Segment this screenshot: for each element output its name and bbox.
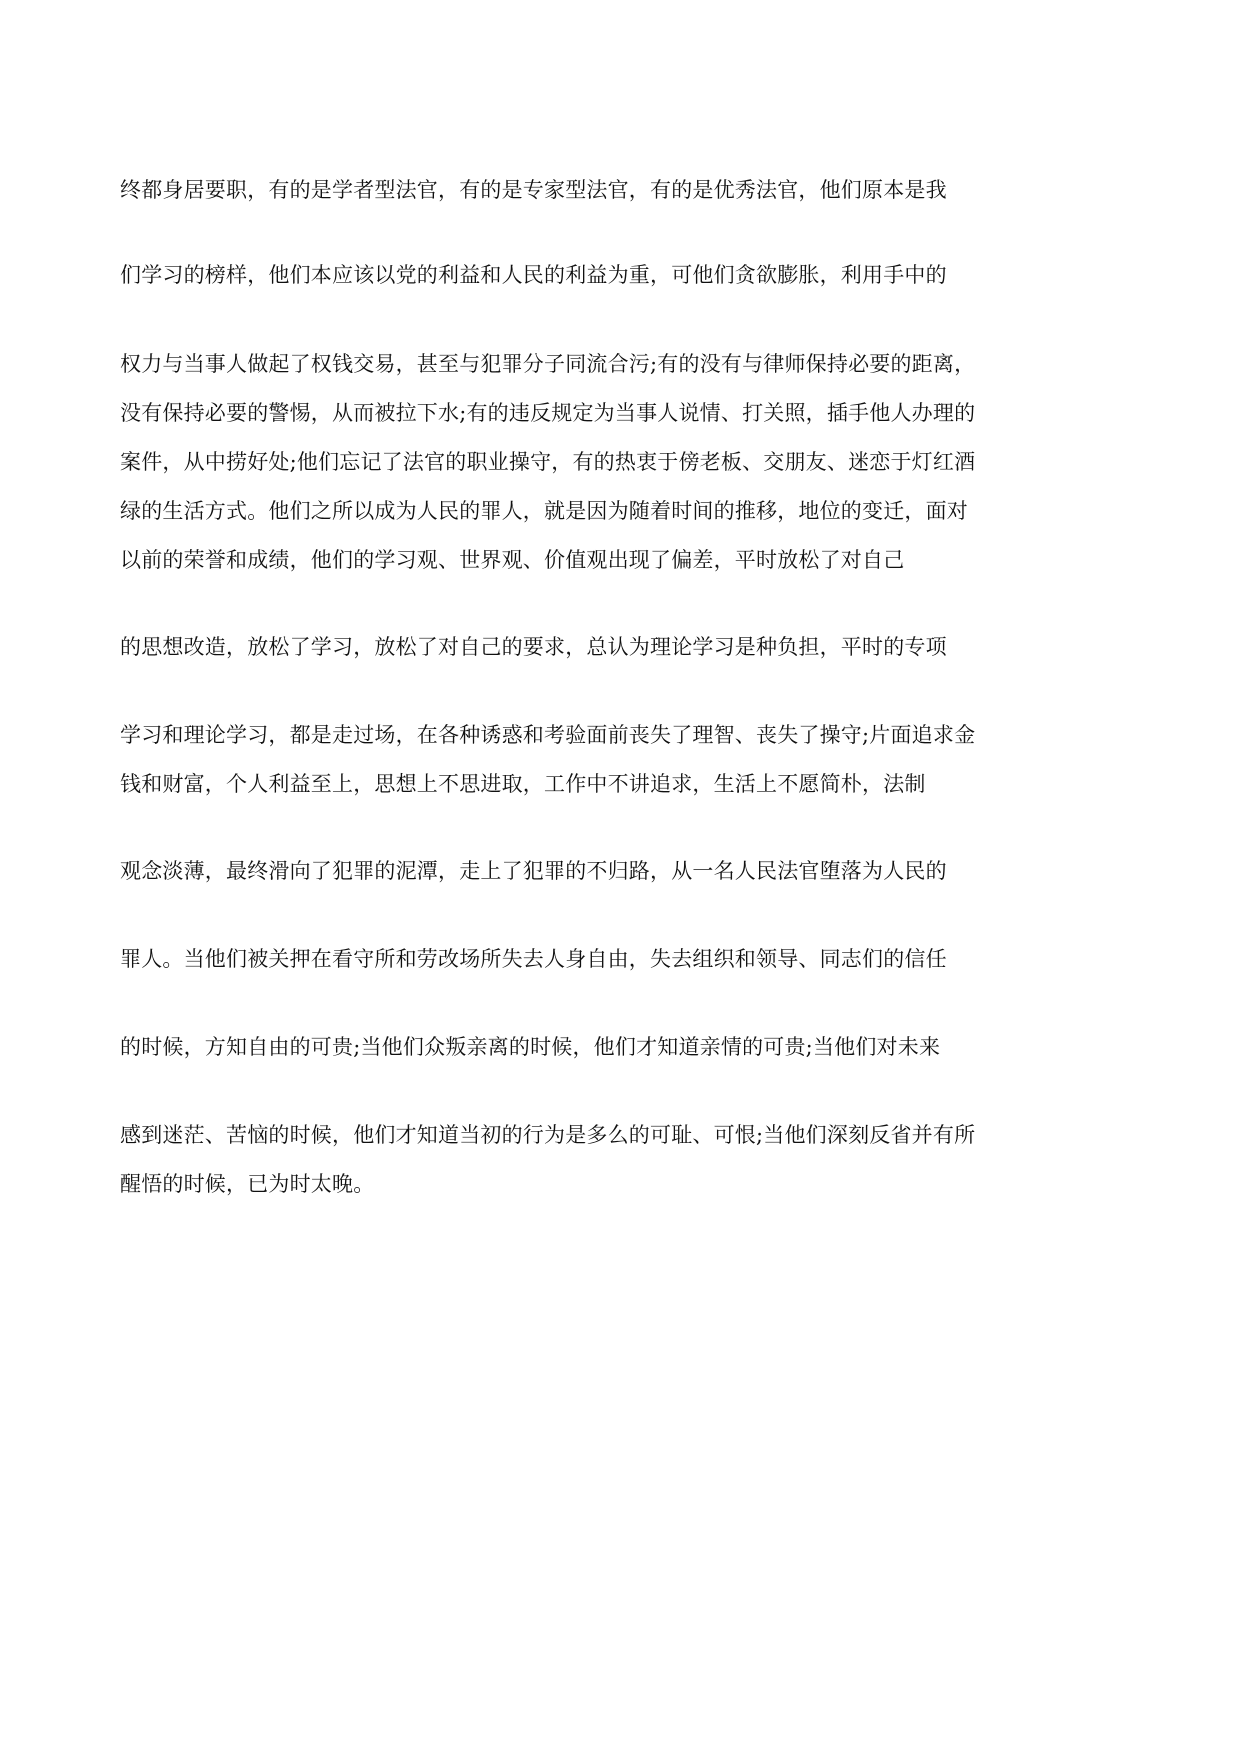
- text-line-15: 醒悟的时候，已为时太晚。: [120, 1172, 375, 1196]
- text-line-9: 学习和理论学习，都是走过场，在各种诱惑和考验面前丧失了理智、丧失了操守;片面追求金: [120, 723, 976, 747]
- text-line-10: 钱和财富，个人利益至上，思想上不思进取，工作中不讲追求，生活上不愿简朴，法制: [120, 772, 926, 796]
- text-line-6: 绿的生活方式。他们之所以成为人民的罪人，就是因为随着时间的推移，地位的变迁，面对: [120, 499, 968, 523]
- text-line-1: 终都身居要职，有的是学者型法官，有的是专家型法官，有的是优秀法官，他们原本是我: [120, 178, 947, 202]
- text-line-5: 案件，从中捞好处;他们忘记了法官的职业操守，有的热衷于傍老板、交朋友、迷恋于灯红酒: [120, 450, 976, 474]
- text-line-3: 权力与当事人做起了权钱交易，甚至与犯罪分子同流合污;有的没有与律师保持必要的距离，: [120, 352, 976, 376]
- text-line-13: 的时候，方知自由的可贵;当他们众叛亲离的时候，他们才知道亲情的可贵;当他们对未来: [120, 1035, 941, 1059]
- text-line-11: 观念淡薄，最终滑向了犯罪的泥潭，走上了犯罪的不归路，从一名人民法官堕落为人民的: [120, 859, 947, 883]
- text-line-7: 以前的荣誉和成绩，他们的学习观、世界观、价值观出现了偏差，平时放松了对自己: [120, 548, 905, 572]
- text-line-2: 们学习的榜样，他们本应该以党的利益和人民的利益为重，可他们贪欲膨胀，利用手中的: [120, 263, 947, 287]
- text-line-8: 的思想改造，放松了学习，放松了对自己的要求，总认为理论学习是种负担，平时的专项: [120, 635, 947, 659]
- text-line-12: 罪人。当他们被关押在看守所和劳改场所失去人身自由，失去组织和领导、同志们的信任: [120, 947, 947, 971]
- text-line-4: 没有保持必要的警惕，从而被拉下水;有的违反规定为当事人说情、打关照，插手他人办理的: [120, 401, 976, 425]
- text-line-14: 感到迷茫、苦恼的时候，他们才知道当初的行为是多么的可耻、可恨;当他们深刻反省并有所: [120, 1123, 976, 1147]
